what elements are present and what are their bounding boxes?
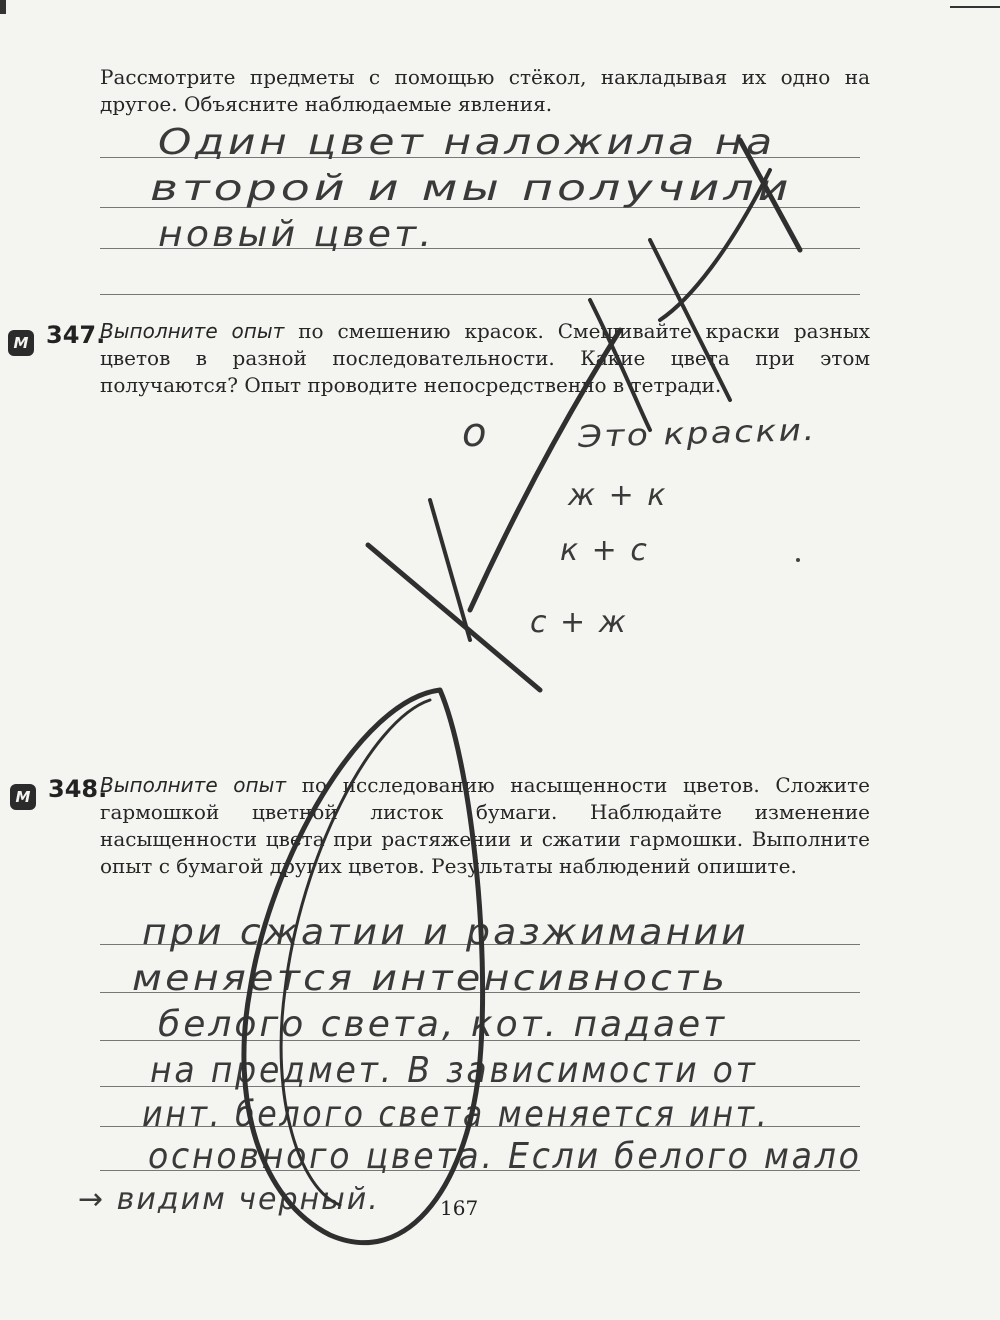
handwritten-answer-continuation: → видим черный.: [78, 1182, 380, 1217]
handwritten-answer-line-5: инт. белого света меняется инт.: [142, 1094, 770, 1135]
handwritten-answer-line-3: белого света, кот. падает: [158, 1004, 728, 1045]
handwritten-note-mix-2: к + с: [560, 533, 649, 568]
handwritten-note-paints: Это краски.: [577, 412, 818, 455]
handwritten-answer-line-2: второй и мы получили: [150, 168, 793, 209]
exercise-body-347: по смешению красок. Смешивайте краски разных цветов в разной последовательности. Какие цвета при этом получаются? Опыт проводите непосредственно в тетради.: [100, 319, 871, 397]
handwritten-answer-line-6: основного цвета. Если белого мало: [148, 1136, 862, 1177]
grader-mark-letter-o: [244, 690, 483, 1243]
grader-mark-exclamation-2: [660, 170, 770, 320]
task-text-glasses: Рассмотрите предметы с помощью стёкол, накладывая их одно на другое. Объясните наблюдаемые явления.: [100, 65, 870, 116]
handwritten-circle-mark: о: [462, 410, 490, 456]
handwritten-answer-line-3: новый цвет.: [158, 214, 435, 255]
handwritten-answer-line-1: Один цвет наложила на: [158, 122, 776, 163]
handwritten-answer-line-4: на предмет. В зависимости от: [150, 1050, 758, 1091]
grader-mark-letter-k-stem: [368, 545, 540, 690]
handwritten-answer-line-1: при сжатии и разжимании: [142, 912, 749, 953]
grader-mark-letter-k-stem-2: [430, 500, 470, 640]
page-number: 167: [440, 1196, 479, 1220]
method-badge-icon: М: [8, 330, 34, 356]
grader-mark-dot: [796, 558, 800, 562]
handwritten-note-mix-3: с + ж: [530, 605, 628, 640]
exercise-number-347: 347.: [46, 321, 106, 349]
exercise-lead-348: Выполните опыт: [100, 773, 287, 797]
handwritten-note-mix-1: ж + к: [568, 478, 668, 513]
grader-mark-letter-o-inner: [281, 700, 430, 1205]
grader-mark-letter-k-arm: [470, 330, 620, 610]
handwritten-answer-line-2: меняется интенсивность: [132, 958, 729, 999]
method-badge-icon: М: [10, 784, 36, 810]
exercise-lead-347: Выполните опыт: [100, 319, 285, 343]
exercise-number-348: 348.: [48, 775, 108, 803]
grader-mark-exclamation: [740, 140, 800, 250]
exercise-body-348: по исследованию насыщенности цветов. Сложите гармошкой цветной листок бумаги. Наблюдайте изменение насыщенности цвета при растяжении и сжатии гармошки. Выполните опыт с бумагой других цветов. Результаты наблюдений опишите.: [100, 773, 871, 878]
